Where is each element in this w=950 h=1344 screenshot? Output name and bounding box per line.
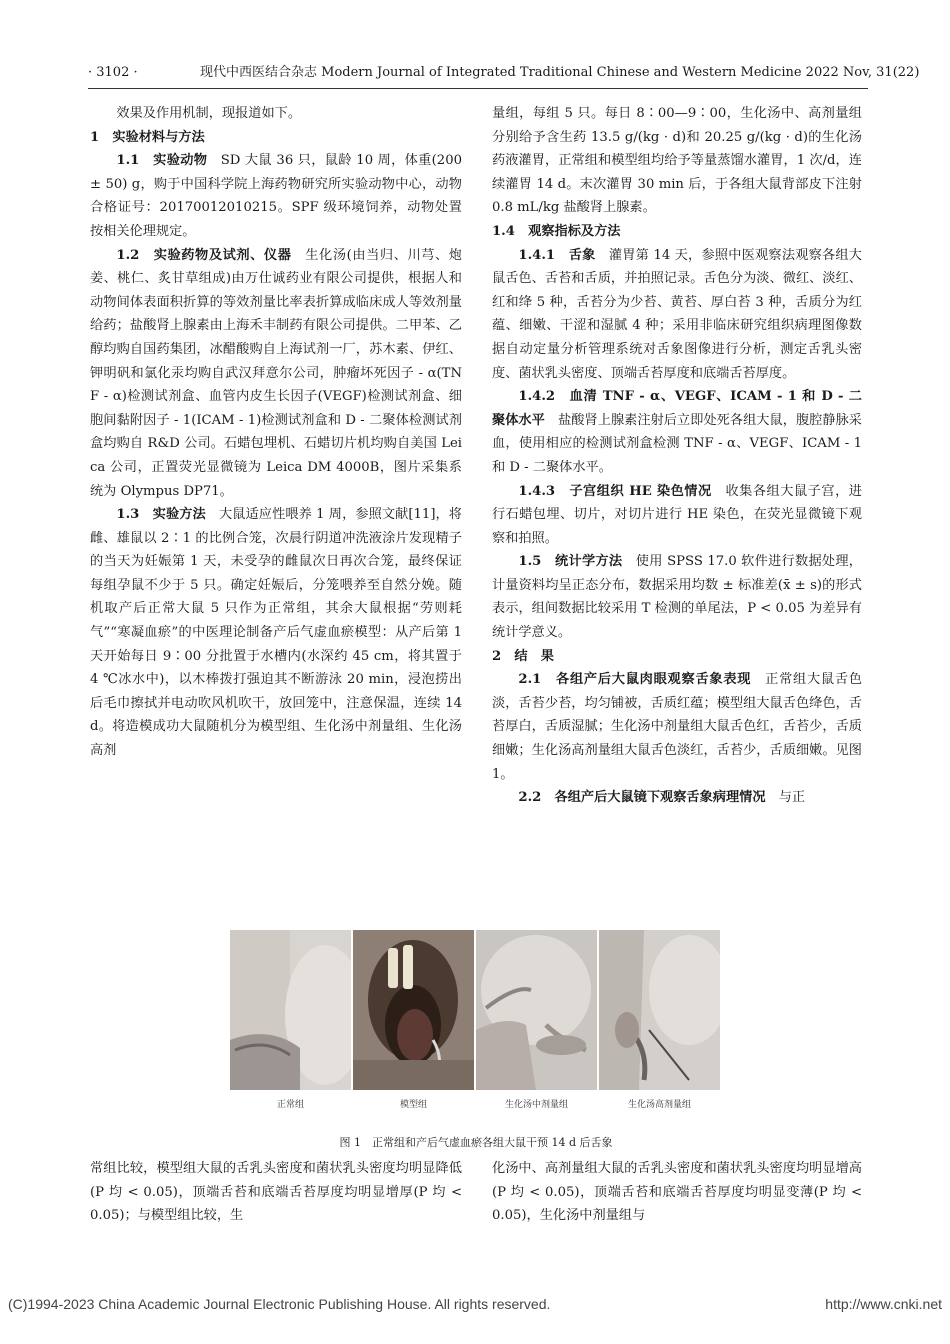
panel-label-high-dose: 生化汤高剂量组 (627, 1100, 691, 1110)
figure-1 (230, 930, 722, 1110)
panel-label-mid-dose: 生化汤中剂量组 (504, 1100, 568, 1110)
paragraph-text: SD 大鼠 36 只，鼠龄 10 周，体重(200 ± 50) g，购于中国科学院上海药物研究所实验动物中心，动物合格证号：20170012010215。SPF 级环境饲养，动物处置按相关伦理规定。 (90, 153, 462, 239)
bottom-left-column (90, 1157, 462, 1228)
subsection-heading: 1.4.3 子宫组织 HE 染色情况 (518, 483, 726, 499)
panel-label-model: 模型组 (399, 1100, 427, 1110)
paragraph (90, 244, 462, 504)
figure-caption: 图 1 正常组和产后气虚血瘀各组大鼠干预 14 d 后舌象 (339, 1136, 613, 1149)
paragraph-text: 效果及作用机制，现报道如下。 (116, 106, 302, 121)
photo-model-group (353, 930, 474, 1090)
paragraph (492, 244, 862, 386)
panel-label-normal: 正常组 (276, 1100, 304, 1110)
paragraph (90, 149, 462, 243)
paragraph-text: 大鼠适应性喂养 1 周，参照文献[11]，将雌、雄鼠以 2∶1 的比例合笼，次晨行阴道冲洗液涂片发现精子的当天为妊娠第 1 天，未受孕的雌鼠次日再次合笼，最终保证每组孕鼠不少于 5 只。确定妊娠后，分笼喂养至自然分娩。随机取产后正常大鼠 5 只作为正常组，其余大鼠根据“劳则耗气”“寒凝血瘀”的中医理论制备产后气虚血瘀模型：从产后第 1 天开始每日 9∶00 分批置于水槽内(水深约 45 cm，将其置于 4 ℃冰水中)，以木棒拨打强迫其不断游泳 20 min，浸泡捞出后毛巾擦拭并电动吹风机吹干，放回笼中，注意保温，连续 14 d。将造模成功大鼠随机分为模型组、生化汤中剂量组、生化汤高剂 (90, 507, 462, 759)
section-heading: 1.4 观察指标及方法 (492, 223, 621, 239)
subsection-heading: 1.3 实验方法 (116, 507, 220, 523)
paragraph-text: 与正 (778, 790, 806, 806)
subsection-heading: 1.4.1 舌象 (518, 247, 609, 263)
header-rule (88, 88, 868, 89)
paragraph (492, 480, 862, 551)
page-number: · 3102 · (88, 65, 138, 80)
running-header (88, 62, 920, 84)
paragraph (90, 102, 462, 126)
right-column (492, 102, 862, 810)
journal-title: 现代中西医结合杂志 Modern Journal of Integrated Traditional Chinese and Western Medicine 2022 Nov, 31(22) (200, 65, 920, 80)
bottom-right-column (492, 1157, 862, 1228)
paragraph (492, 385, 862, 479)
copyright-text: (C)1994-2023 China Academic Journal Electronic Publishing House. All rights reserved. (8, 1296, 551, 1312)
paragraph (90, 503, 462, 763)
paragraph-text: 收集各组大鼠子宫，进行石蜡包埋、切片，对切片进行 HE 染色，在荧光显微镜下观察和拍照。 (492, 483, 862, 546)
subsection-heading: 1.1 实验动物 (116, 153, 221, 169)
photo-high-dose-group (599, 930, 720, 1090)
subsection-heading: 2.2 各组产后大鼠镜下观察舌象病理情况 (518, 790, 779, 806)
paragraph-text: 生化汤(由当归、川芎、炮姜、桃仁、炙甘草组成)由万仕诚药业有限公司提供，根据人和动物间体表面积折算的等效剂量比率表折算成临床成人等效剂量给药；盐酸肾上腺素由上海禾丰制药有限公司提供。二甲苯、乙醇均购自国药集团，冰醋酸购自上海试剂一厂，苏木素、伊红、钾明矾和氯化汞均购自武汉拜意尔公司，肿瘤坏死因子 - α(TNF - α)检测试剂盒、血管内皮生长因子(VEGF)检测试剂盒、细胞间黏附因子 - 1(ICAM - 1)检测试剂盒和 D - 二聚体检测试剂盒均购自 R&D 公司。石蜡包埋机、石蜡切片机均购自美国 Leica 公司，正置荧光显微镜为 Leica DM 4000B，图片采集系统为 Olympus DP71。 (90, 247, 462, 499)
paragraph (492, 668, 862, 786)
paragraph (492, 550, 862, 644)
paragraph (492, 102, 862, 220)
site-url: http://www.cnki.net (825, 1296, 942, 1312)
paragraph-text: 盐酸肾上腺素注射后立即处死各组大鼠，腹腔静脉采血，使用相应的检测试剂盒检测 TNF - α、VEGF、ICAM - 1 和 D - 二聚体水平。 (492, 412, 862, 475)
paragraph: 化汤中、高剂量组大鼠的舌乳头密度和菌状乳头密度均明显增高(P 均 < 0.05)，顶端舌苔和底端舌苔厚度均明显变薄(P 均 < 0.05)，生化汤中剂量组与 (492, 1161, 862, 1224)
photo-normal-group (230, 930, 351, 1090)
left-column (90, 102, 462, 763)
paragraph-text: 正常组大鼠舌色淡，舌苔少苔，均匀铺被，舌质红蕴；模型组大鼠舌色绛色，舌苔厚白，舌质湿腻；生化汤中剂量组大鼠舌色红，舌苔少，舌质细嫩；生化汤高剂量组大鼠舌色淡红，舌苔少，舌质细嫩。见图 1。 (492, 672, 862, 782)
paragraph-text: 使用 SPSS 17.0 软件进行数据处理，计量资料均呈正态分布，数据采用均数 ± 标准差(x̄ ± s)的形式表示，组间数据比较采用 T 检测的单尾法，P < 0.05 为差异有统计学意义。 (492, 554, 862, 641)
paragraph-text: 灌胃第 14 天，参照中医观察法观察各组大鼠舌色、舌苔和舌质，并拍照记录。舌色分为淡、微红、淡红、红和绛 5 种，舌苔分为少苔、黄苔、厚白苔 3 种，舌质分为红蕴、细嫩、干涩和湿腻 4 种；采用非临床研究组织病理图像数据自动定量分析管理系统对舌象图像进行分析，测定舌乳头密度、菌状乳头密度、顶端舌苔厚度和底端舌苔厚度。 (492, 247, 862, 381)
photo-mid-dose-group (476, 930, 597, 1090)
paragraph-text: 量组，每组 5 只。每日 8∶00—9∶00，生化汤中、高剂量组分别给予含生药 13.5 g/(kg · d)和 20.25 g/(kg · d)的生化汤药液灌胃，正常组和模型组均给予等量蒸馏水灌胃，1 次/d，连续灌胃 14 d。末次灌胃 30 min 后，于各组大鼠背部皮下注射 0.8 mL/kg 盐酸肾上腺素。 (492, 106, 862, 216)
section-heading: 2 结 果 (492, 648, 554, 664)
section-heading: 1 实验材料与方法 (90, 129, 205, 145)
paragraph (492, 786, 862, 810)
subsection-heading: 1.5 统计学方法 (518, 554, 636, 570)
subsection-heading: 1.4.2 血清 TNF - α、VEGF、ICAM - 1 和 D - 二聚体水平 (492, 389, 862, 428)
subsection-heading: 2.1 各组产后大鼠肉眼观察舌象表现 (518, 672, 766, 688)
paragraph: 常组比较，模型组大鼠的舌乳头密度和菌状乳头密度均明显降低(P 均 < 0.05)，顶端舌苔和底端舌苔厚度均明显增厚(P 均 < 0.05)；与模型组比较，生 (90, 1161, 462, 1224)
subsection-heading: 1.2 实验药物及试剂、仪器 (116, 247, 306, 263)
copyright-footer (8, 1296, 942, 1318)
